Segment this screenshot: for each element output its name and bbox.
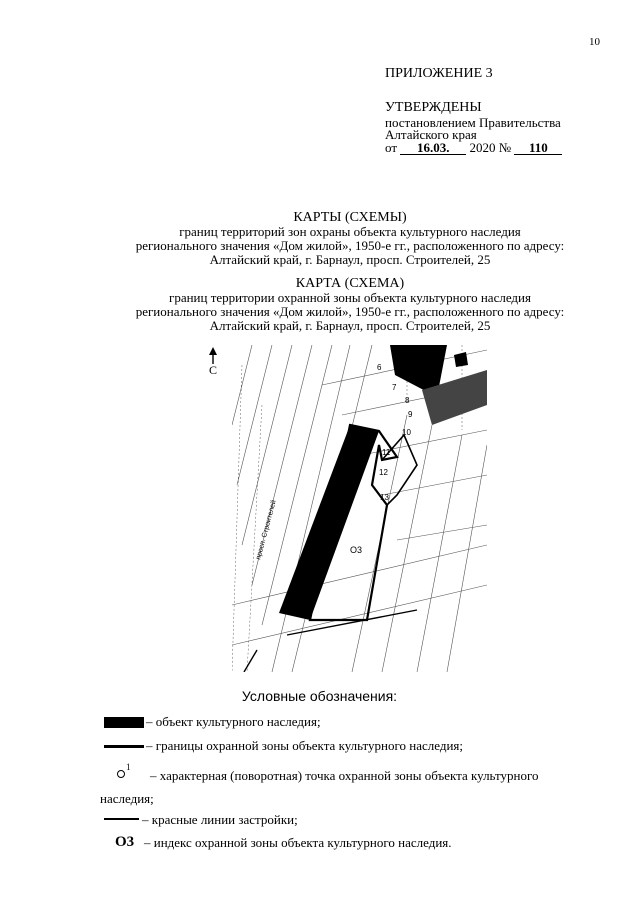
approved-title: УТВЕРЖДЕНЫ xyxy=(385,100,482,115)
point-label: 11 xyxy=(382,448,391,457)
point-marker-number: 1 xyxy=(126,762,131,772)
point-label: 12 xyxy=(379,468,388,477)
legend-title: Условные обозначения: xyxy=(241,688,398,704)
maps-title: КАРТЫ (СХЕМЫ) xyxy=(293,210,407,225)
legend-zone-boundary: – границы охранной зоны объекта культурного наследия; xyxy=(146,738,464,753)
point-label: 7 xyxy=(392,383,397,392)
point-label: 10 xyxy=(402,428,411,437)
maps-title-block xyxy=(60,210,639,267)
map-line-1: границ территории охранной зоны объекта культурного наследия xyxy=(168,290,531,305)
point-label: 9 xyxy=(408,410,413,419)
point-marker-icon xyxy=(117,770,125,778)
map-line-3: Алтайский край, г. Барнаул, просп. Строителей, 25 xyxy=(209,318,491,333)
decree-number: 110 xyxy=(514,141,562,155)
point-label: 13 xyxy=(380,493,389,502)
maps-line-2: регионального значения «Дом жилой», 1950-е гг., расположенного по адресу: xyxy=(135,238,565,253)
map-line-2: регионального значения «Дом жилой», 1950-е гг., расположенного по адресу: xyxy=(135,304,565,319)
red-line-swatch xyxy=(104,818,139,820)
zone-code: О3 xyxy=(115,834,135,850)
legend-point-text-cont: наследия; xyxy=(100,791,154,806)
cadastral-map xyxy=(232,345,487,672)
approved-line-2: Алтайского края xyxy=(385,127,477,142)
map-title: КАРТА (СХЕМА) xyxy=(295,276,405,291)
point-label: 8 xyxy=(405,396,410,405)
legend-zone-index: – индекс охранной зоны объекта культурного наследия. xyxy=(144,835,452,850)
legend-point-text: – характерная (поворотная) точка охранной зоны объекта культурного xyxy=(150,768,539,783)
point-label: 6 xyxy=(377,363,382,372)
maps-line-1: границ территорий зон охраны объекта культурного наследия xyxy=(179,224,521,239)
zone-boundary-swatch xyxy=(104,745,144,748)
page-number: 10 xyxy=(589,36,600,48)
approval-date-line xyxy=(385,140,562,156)
map-title-block xyxy=(60,276,639,333)
zone-label: О3 xyxy=(350,545,363,555)
street-label: просп. Строителей xyxy=(255,499,278,561)
legend-red-lines: – красные линии застройки; xyxy=(142,812,298,827)
date-year: 2020 № xyxy=(469,140,512,155)
approved-line-1: постановлением Правительства xyxy=(385,115,561,130)
north-letter: С xyxy=(208,363,218,375)
legend-heritage-object: – объект культурного наследия; xyxy=(146,714,321,729)
date-day-month: 16.03. xyxy=(400,141,466,155)
date-prefix: от xyxy=(385,140,398,155)
heritage-object-swatch xyxy=(104,717,144,728)
north-arrow-icon xyxy=(204,347,222,375)
appendix-label: ПРИЛОЖЕНИЕ 3 xyxy=(385,66,493,81)
maps-line-3: Алтайский край, г. Барнаул, просп. Строителей, 25 xyxy=(209,252,491,267)
